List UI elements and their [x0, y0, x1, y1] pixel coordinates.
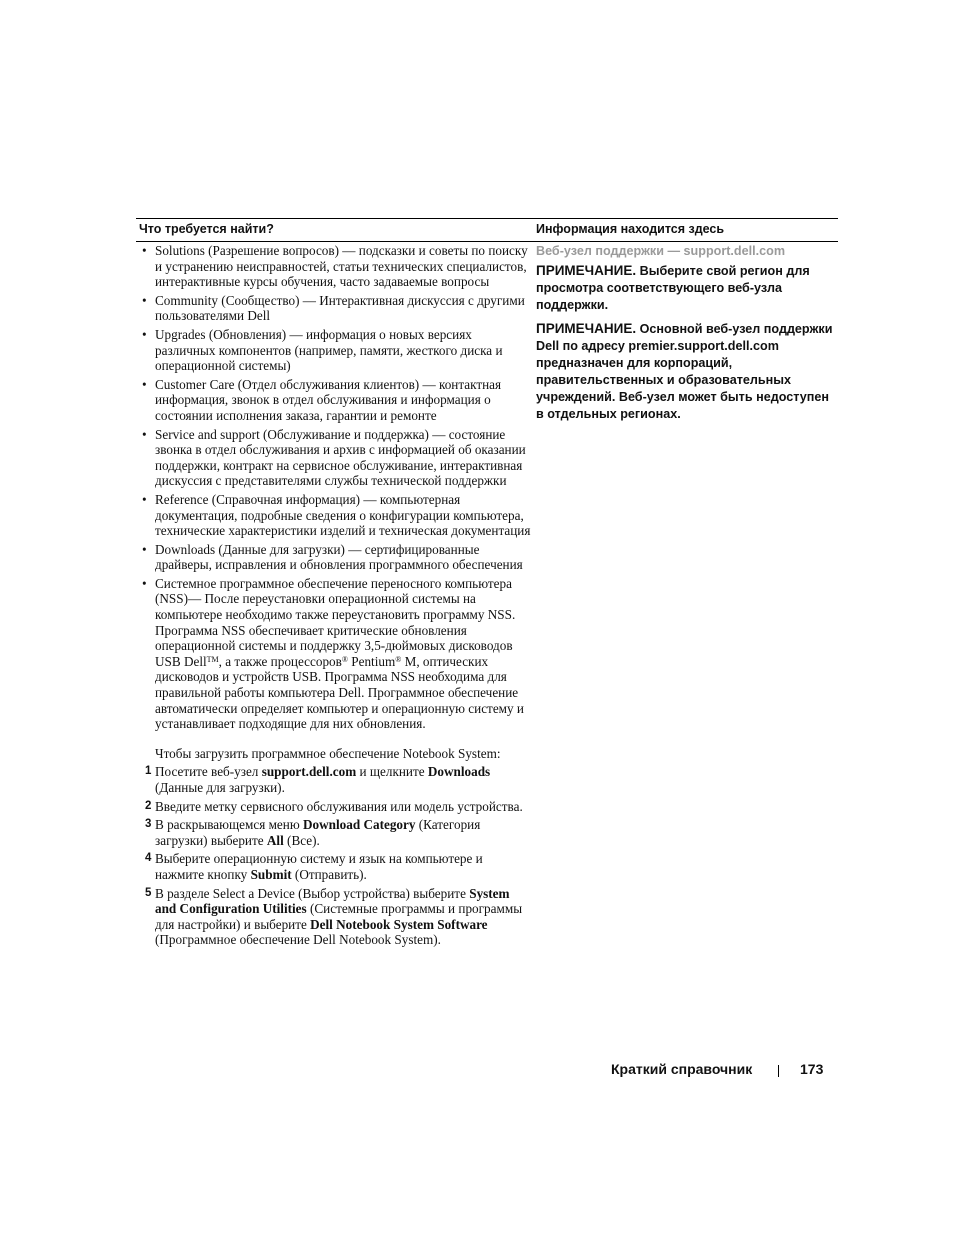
step-1: 1 Посетите веб-узел support.dell.com и щелкните Downloads (Данные для загрузки). — [145, 764, 491, 795]
left-column — [140, 243, 532, 951]
note-label: ПРИМЕЧАНИЕ. — [536, 321, 637, 336]
note-region: ПРИМЕЧАНИЕ. Выберите свой регион для просмотра соответствующего веб-узла поддержки. — [536, 263, 810, 312]
table-header — [136, 218, 838, 242]
note-premier: ПРИМЕЧАНИЕ. Основной веб-узел поддержки Dell по адресу premier.support.dell.com предназначен для корпораций, правительственных и образовательных учреждений. Веб-узел может быть недоступен в отдельных регионах. — [536, 321, 833, 421]
bullet-icon: • — [142, 575, 147, 591]
list-item: • Customer Care (Отдел обслуживания клиентов) — контактная информация, звонок в отдел обслуживания и информация о состоянии исполнения заказа, гарантии и ремонте — [142, 376, 502, 423]
list-item: • Reference (Справочная информация) — компьютерная документация, подробные сведения о конфигурации компьютера, технические характеристики изделий и техническая документация — [142, 491, 531, 539]
step-4: 4 Выберите операционную систему и язык на компьютере и нажмите кнопку Submit (Отправить). — [145, 851, 483, 882]
bullet-icon: • — [142, 376, 147, 392]
step-5: 5 В разделе Select a Device (Выбор устройства) выберите System and Configuration Utilities (Системные программы и программы для настройки) и выберите Dell Notebook System Software (Программное обеспечение Dell Notebook System). — [145, 885, 523, 948]
step-2: 2 Введите метку сервисного обслуживания или модель устройства. — [145, 798, 523, 814]
right-column — [536, 243, 836, 429]
bullet-icon: • — [142, 491, 147, 507]
bullet-icon: • — [142, 326, 147, 342]
footer-divider — [778, 1065, 779, 1077]
list-item-nss: • Системное программное обеспечение переносного компьютера (NSS)— После переустановки операционной системы на компьютере необходимо также переустановить программу NSS. Программа NSS обеспечивает критические обновления операционной системы и поддержку 3,5-дюймовых дисководов USB Dell™, а также процессоров® Pentium® M, оптических дисководов и устройств USB. Программа NSS необходима для правильной работы компьютера Dell. Программное обеспечение автоматически определяет компьютер и операционную систему и устанавливает подходящие для них обновления. — [142, 575, 524, 732]
page-number: 173 — [800, 1061, 824, 1077]
bullet-icon: • — [142, 426, 147, 442]
steps-intro: Чтобы загрузить программное обеспечение Notebook System: — [155, 745, 501, 761]
step-3: 3 В раскрывающемся меню Download Category (Категория загрузки) выберите All (Все). — [145, 817, 481, 848]
list-item: • Community (Сообщество) — Интерактивная дискуссия с другими пользователями Dell — [142, 292, 525, 324]
note-label: ПРИМЕЧАНИЕ. — [536, 263, 637, 278]
list-item: • Solutions (Разрешение вопросов) — подсказки и советы по поиску и устранению неисправностей, статьи технических специалистов, интерактивные курсы обучения, часто задаваемые вопросы — [142, 243, 528, 290]
support-website-link[interactable]: Веб-узел поддержки — support.dell.com — [536, 244, 786, 258]
column-header-what: Что требуется найти? — [139, 222, 274, 236]
list-item: • Downloads (Данные для загрузки) — сертифицированные драйверы, исправления и обновления программного обеспечения — [142, 541, 523, 573]
list-item: • Upgrades (Обновления) — информация о новых версиях различных компонентов (например, памяти, жесткого диска и операционной системы) — [142, 326, 503, 374]
bullet-icon: • — [142, 292, 147, 308]
column-header-where: Информация находится здесь — [536, 222, 725, 236]
bullet-icon: • — [142, 541, 147, 557]
bullet-icon: • — [142, 243, 147, 258]
list-item: • Service and support (Обслуживание и поддержка) — состояние звонка в отдел обслуживания и архив с информацией об оказании поддержки, контракт на сервисное обслуживание, интерактивная дискуссия с представителями службы технической поддержки — [142, 426, 526, 489]
footer-title: Краткий справочник — [611, 1061, 753, 1077]
